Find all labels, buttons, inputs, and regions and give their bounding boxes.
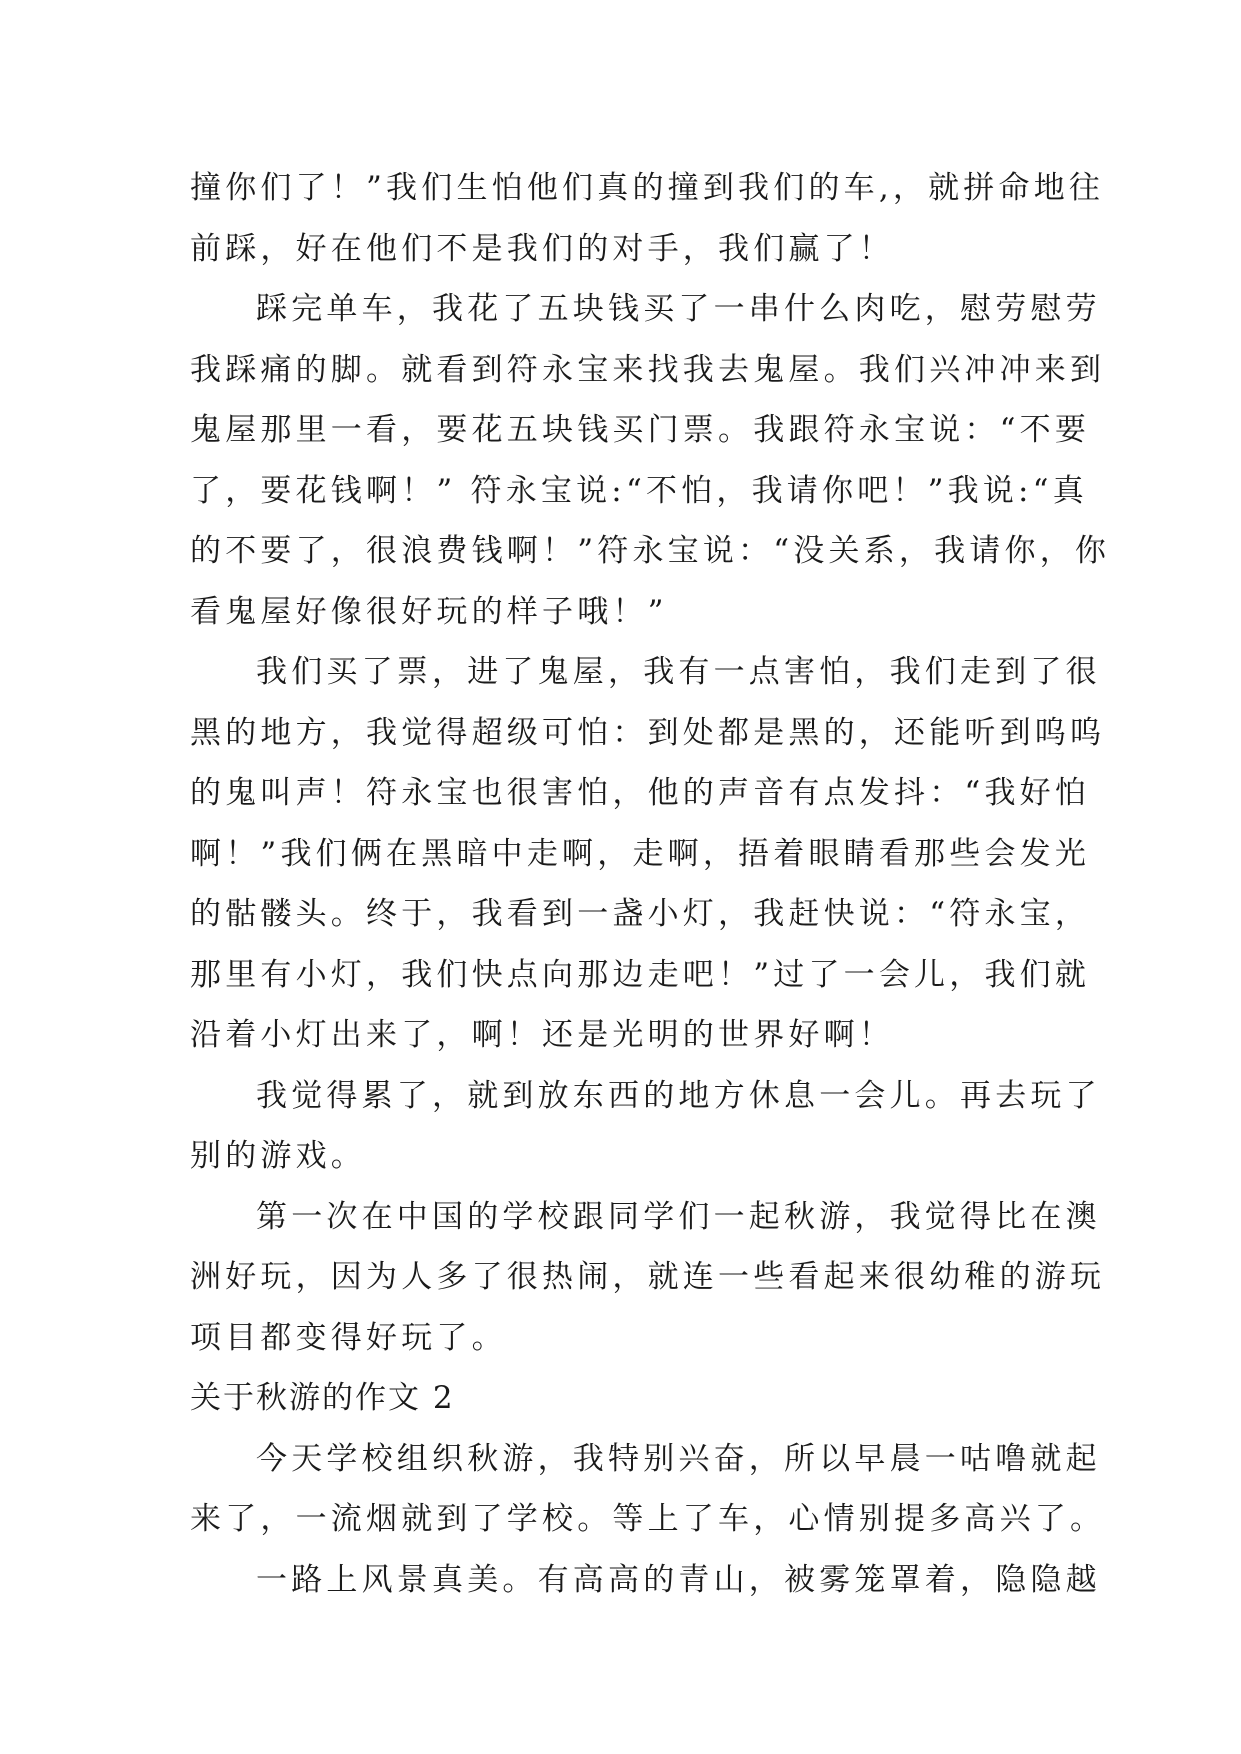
text-line: 来了，一流烟就到了学校。等上了车，心情别提多高兴了。 [190, 1501, 1106, 1537]
section-heading: 关于秋游的作文 2 [190, 1380, 455, 1416]
text-line: 了，要花钱啊！” 符永宝说:“不怕，我请你吧！”我说:“真 [190, 472, 1088, 509]
text-line: 别的游戏。 [190, 1138, 366, 1174]
text-line: 黑的地方，我觉得超级可怕：到处都是黑的，还能听到呜呜 [190, 714, 1106, 751]
paragraph-start-line: 今天学校组织秋游，我特别兴奋，所以早晨一咕噜就起 [256, 1440, 1101, 1477]
text-line: 鬼屋那里一看，要花五块钱买门票。我跟符永宝说：“不要 [190, 412, 1091, 448]
text-line: 我踩痛的脚。就看到符永宝来找我去鬼屋。我们兴冲冲来到 [190, 351, 1106, 388]
paragraph-start-line: 我们买了票，进了鬼屋，我有一点害怕，我们走到了很 [256, 654, 1101, 690]
paragraph-start-line: 第一次在中国的学校跟同学们一起秋游，我觉得比在澳 [256, 1198, 1101, 1235]
text-line: 的鬼叫声！符永宝也很害怕，他的声音有点发抖：“我好怕 [190, 775, 1091, 811]
text-line: 啊！”我们俩在黑暗中走啊，走啊，捂着眼睛看那些会发光 [190, 835, 1091, 872]
paragraph-start-line: 我觉得累了，就到放东西的地方休息一会儿。再去玩了 [256, 1077, 1101, 1114]
paragraph-start-line: 一路上风景真美。有高高的青山，被雾笼罩着，隐隐越 [256, 1561, 1101, 1598]
text-line: 的不要了，很浪费钱啊！”符永宝说：“没关系，我请你，你 [190, 533, 1111, 569]
essay-body [190, 158, 1111, 1610]
text-line: 前踩，好在他们不是我们的对手，我们赢了！ [190, 230, 894, 267]
text-line: 的骷髅头。终于，我看到一盏小灯，我赶快说：“符永宝， [190, 896, 1091, 932]
text-line: 那里有小灯，我们快点向那边走吧！”过了一会儿，我们就 [190, 956, 1091, 993]
text-line: 项目都变得好玩了。 [190, 1319, 507, 1356]
paragraph-start-line: 踩完单车，我花了五块钱买了一串什么肉吃，慰劳慰劳 [256, 291, 1101, 327]
text-line: 看鬼屋好像很好玩的样子哦！” [190, 593, 668, 630]
text-line: 沿着小灯出来了，啊！还是光明的世界好啊！ [190, 1017, 894, 1053]
text-line: 撞你们了！”我们生怕他们真的撞到我们的车,，就拼命地往 [190, 170, 1105, 206]
text-line: 洲好玩，因为人多了很热闹，就连一些看起来很幼稚的游玩 [190, 1259, 1106, 1295]
